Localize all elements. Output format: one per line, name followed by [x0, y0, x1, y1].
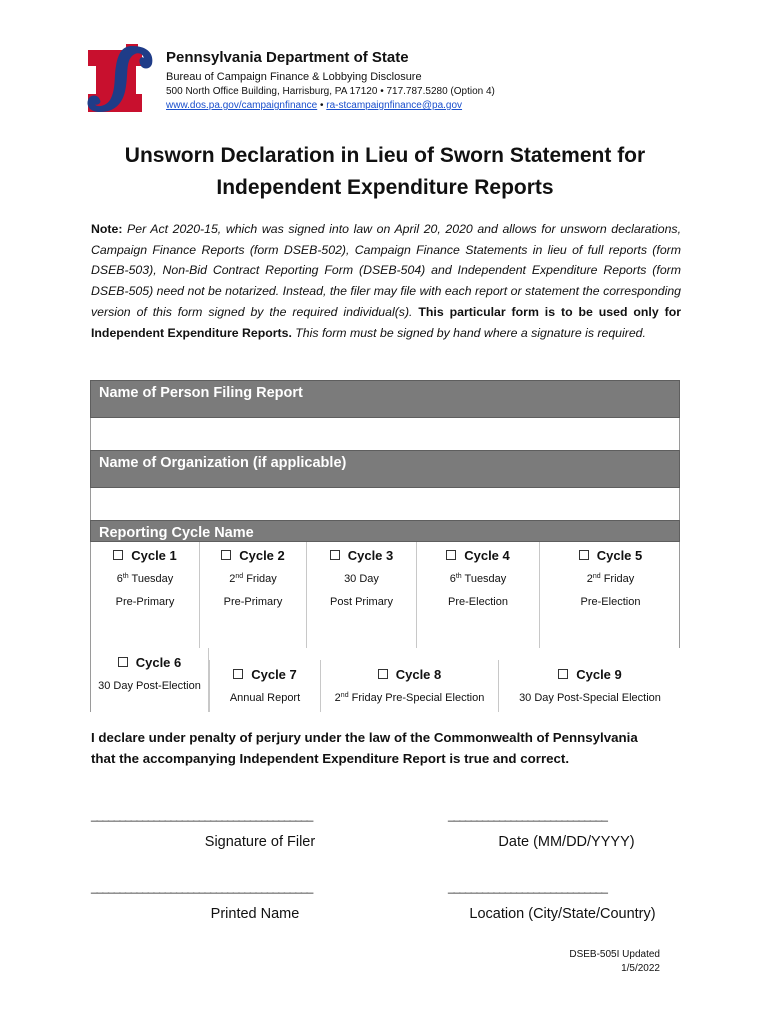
bureau-name: Bureau of Campaign Finance & Lobbying Disclosure	[166, 71, 422, 83]
location-label: Location (City/State/Country)	[469, 906, 656, 922]
form-title-line2: Independent Expenditure Reports	[216, 176, 554, 199]
checkbox-icon[interactable]	[378, 669, 388, 679]
cycle-9-option[interactable]: Cycle 9 30 Day Post-Special Election	[519, 667, 661, 704]
reporting-cycle-header: Reporting Cycle Name	[90, 520, 680, 542]
person-name-field[interactable]	[90, 418, 680, 450]
date-line[interactable]: ____________________________	[448, 808, 607, 822]
link-separator: •	[317, 100, 327, 111]
checkbox-icon[interactable]	[113, 550, 123, 560]
perjury-declaration: I declare under penalty of perjury under the law of the Commonwealth of Pennsylvania that the accompanying Independent Expenditure Report is true and correct.	[91, 730, 638, 766]
form-version-footer	[569, 948, 660, 976]
signature-label: Signature of Filer	[204, 834, 316, 850]
form-title-line1: Unsworn Declaration in Lieu of Sworn Statement for	[124, 144, 646, 167]
cycle-grid-row2	[90, 648, 680, 712]
checkbox-icon[interactable]	[118, 657, 128, 667]
pennsylvania-keystone-logo	[82, 40, 158, 116]
cycle-7-option[interactable]: Cycle 7 Annual Report	[209, 660, 321, 712]
signature-line[interactable]: _______________________________________	[91, 808, 313, 822]
cycle-name: Cycle 4	[464, 548, 510, 563]
printed-name-line[interactable]: _______________________________________	[91, 880, 313, 894]
notice-paragraph	[91, 219, 681, 343]
cycle-2-option[interactable]: Cycle 2 2nd Friday Pre-Primary	[200, 542, 307, 648]
form-date: 1/5/2022	[621, 963, 660, 974]
office-address: 500 North Office Building, Harrisburg, PA 17120 • 717.787.5280 (Option 4)	[166, 86, 495, 97]
website-link[interactable]: www.dos.pa.gov/campaignfinance	[166, 100, 318, 111]
note-tail: This form must be signed by hand where a signature is required.	[291, 325, 646, 340]
cycle-name: Cycle 3	[347, 548, 394, 563]
department-name: Pennsylvania Department of State	[166, 49, 409, 66]
note-body: Per Act 2020-15, which was signed into law on April 20, 2020 and allows for unsworn declarations, Campaign Finance Reports (form DSEB-502), Campaign Finance Statements in lieu of full reports (form DSEB-503), Non-Bid Contract Reporting Form (DSEB-504) and Independent Expenditure Reports (form DSEB-505) need not be notarized. Instead, the filer may file with each report or statement the corresponding version of this form signed by the required individual(s).	[91, 222, 681, 319]
cycle-8-option[interactable]: Cycle 8 2nd Friday Pre-Special Election	[321, 660, 499, 712]
cycle-5-option[interactable]: Cycle 5 2nd Friday Pre-Election	[580, 548, 643, 608]
printed-name-label: Printed Name	[210, 906, 300, 922]
cycle-name: Cycle 5	[596, 548, 643, 563]
cycle-name: Cycle 2	[239, 548, 285, 563]
checkbox-icon[interactable]	[330, 550, 340, 560]
cycle-name: Cycle 6	[135, 655, 182, 670]
contact-links	[166, 99, 495, 113]
email-link[interactable]: ra-stcampaignfinance@pa.gov	[326, 100, 463, 111]
letterhead-text	[166, 48, 495, 113]
form-id: DSEB-505I Updated	[569, 949, 660, 960]
note-bold: This particular form is to be used only for Independent Expenditure Reports.	[91, 304, 681, 340]
filing-form	[90, 380, 680, 712]
checkbox-icon[interactable]	[233, 669, 243, 679]
cycle-name: Cycle 9	[576, 667, 622, 682]
cycle-name: Cycle 7	[251, 667, 297, 682]
letterhead	[82, 40, 682, 120]
date-label: Date (MM/DD/YYYY)	[498, 834, 635, 850]
cycle-name: Cycle 1	[131, 548, 177, 563]
cycle-name: Cycle 8	[395, 667, 442, 682]
checkbox-icon[interactable]	[579, 550, 589, 560]
form-title	[40, 140, 730, 204]
checkbox-icon[interactable]	[446, 550, 456, 560]
note-label: Note:	[91, 222, 123, 236]
cycle-6-option[interactable]: Cycle 6 30 Day Post-Election	[91, 648, 209, 712]
location-line[interactable]: ____________________________	[448, 880, 607, 894]
organization-header: Name of Organization (if applicable)	[90, 450, 680, 488]
cycle-3-option[interactable]: Cycle 3 30 Day Post Primary	[307, 542, 417, 648]
cycle-grid-row1	[90, 542, 680, 648]
checkbox-icon[interactable]	[558, 669, 568, 679]
cycle-1-option[interactable]: Cycle 1 6th Tuesday Pre-Primary	[91, 542, 200, 648]
person-name-header: Name of Person Filing Report	[90, 380, 680, 418]
organization-field[interactable]	[90, 488, 680, 520]
checkbox-icon[interactable]	[221, 550, 231, 560]
cycle-4-option[interactable]: Cycle 4 6th Tuesday Pre-Election	[417, 542, 540, 648]
